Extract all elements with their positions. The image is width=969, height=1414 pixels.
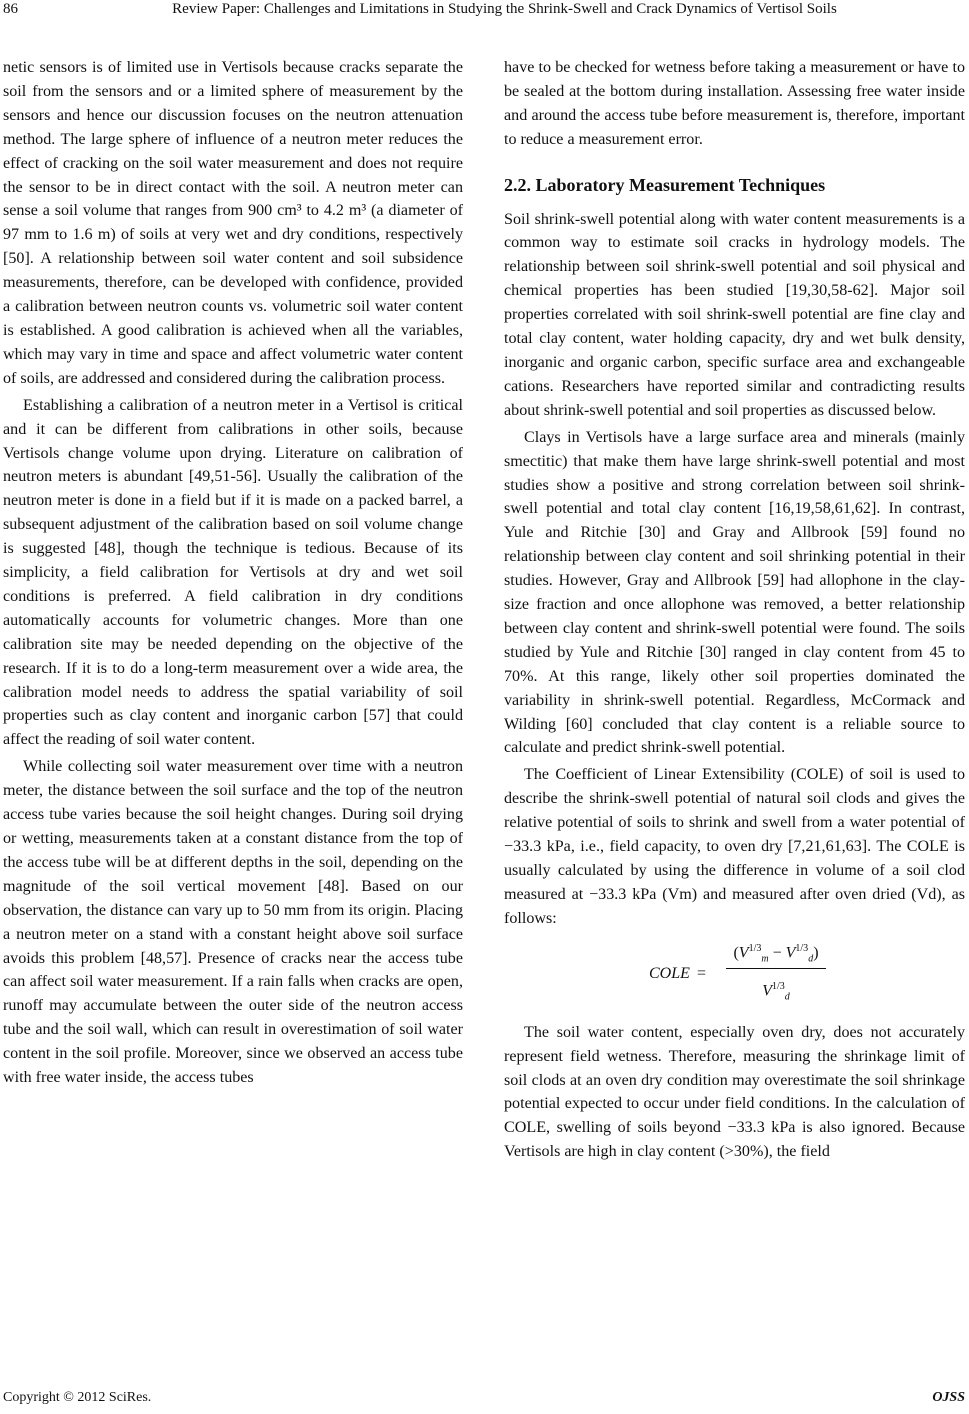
cole-equation bbox=[504, 935, 965, 1011]
running-title: Review Paper: Challenges and Limitations in Studying the Shrink-Swell and Crack Dynamics of Vertisol Soils bbox=[172, 1, 837, 17]
paragraph-calibration: Establishing a calibration of a neutron meter in a Vertisol is critical and it can be different from calibrations in other soils, because Vertisols change volume upon drying. Literature on calibration of neutron meters is abundant [49,51-56]. Usually the calibration of the neutron meter is done in a field but if it is made on a packed barrel, a subsequent adjustment of the calibration based on soil volume change is suggested [48], though the technique is tedious. Because of its simplicity, a field calibration for Vertisols at dry and wet soil conditions is preferred. A field calibration in dry conditions automatically accounts for volumetric changes. More than one calibration site may be needed depending on the objective of the research. If it is to do a long-term measurement over a wide area, the calibration model needs to address the spatial variability of soil properties such as clay content and inorganic carbon [57] that could affect the reading of soil water content. bbox=[3, 396, 463, 749]
left-column bbox=[3, 56, 463, 1090]
paragraph-water-content: The soil water content, especially oven dry, does not accurately represent field wetness. Therefore, measuring the shrinkage limit of soil clods at an oven dry condition may overestimate the soil shrinkage potential expected to occur under field conditions. In the calculation of COLE, swelling of soils beyond −33.3 kPa is also ignored. Because Vertisols are high in clay content (>30%), the field bbox=[504, 1023, 965, 1161]
equation-denominator: $V^{1/3}_d$ bbox=[762, 980, 790, 1003]
paragraph-neutron-sensors: netic sensors is of limited use in Vertisols because cracks separate the soil from the sensors and or a limited sphere of measurement by the sensors and hence our discussion focuses on the neutron attenuation method. The large sphere of influence of a neutron meter reduces the effect of cracking on the soil water measurement and does not require the sensor to be in direct contact with the soil. A neutron meter can sense a soil volume that ranges from 900 cm³ to 4.2 m³ (a diameter of 97 mm to 1.6 m) of soils at very wet and dry conditions, respectively [50]. A relationship between soil water content and soil subsidence measurements, therefore, can be developed with confidence, provided a calibration between neutron counts vs. volumetric soil water content is established. A good calibration is achieved when all the variables, which may vary in time and space and affect volumetric water content of soils, are addressed and considered during the calibration process. bbox=[3, 59, 463, 387]
equation-equals: = bbox=[697, 964, 707, 982]
fraction-bar bbox=[726, 968, 826, 969]
copyright-notice: Copyright © 2012 SciRes. bbox=[3, 1390, 152, 1405]
section-heading: 2.2. Laboratory Measurement Techniques bbox=[504, 174, 826, 195]
paragraph-access-tube: While collecting soil water measurement over time with a neutron meter, the distance between the soil surface and the top of the neutron access tube varies because the soil height changes. During soil drying or wetting, measurements taken at a constant distance from the top of the access tube will be at different depths in the soil, depending on the magnitude of the soil vertical movement [48]. Based on our observation, the distance can vary up to 50 mm from its origin. Placing a neutron meter on a stand with a constant height above soil surface avoids this problem [48,57]. Presence of cracks near the access tube can affect soil water measurement. If a rain falls when cracks are open, runoff may accumulate between the outer side of the neutron access tube and the soil wall, which can result in overestimation of soil water content in the soil profile. Moreover, since we observed an access tube with free water inside, the access tubes bbox=[3, 758, 463, 1087]
equation-lhs: COLE bbox=[649, 964, 690, 982]
right-column bbox=[504, 56, 965, 1164]
journal-abbreviation: OJSS bbox=[932, 1390, 965, 1405]
paragraph-shrink-swell: Soil shrink-swell potential along with water content measurements is a common way to estimate soil cracks in hydrology models. The relationship between soil shrink-swell potential and soil physical and chemical properties has been studied [19,30,58-62]. Major soil properties correlated with soil shrink-swell potential are fine clay and total clay content, water holding capacity, dry and wet bulk density, inorganic and organic carbon, specific surface area and exchangeable cations. Researchers have reported similar and contradicting results about shrink-swell potential and soil properties as discussed below. bbox=[504, 210, 965, 419]
paragraph-cole-definition: The Coefficient of Linear Extensibility (COLE) of soil is used to describe the shrink-swell potential of natural soil clods and gives the relative potential of soils to shrink and swell from a water potential of −33.3 kPa, i.e., field capacity, to oven dry [7,21,61,63]. The COLE is usually calculated by using the difference in volume of a soil clod measured at −33.3 kPa (Vm) and measured after oven dried (Vd), as follows: bbox=[504, 766, 965, 927]
equation-numerator: $(V^{1/3}_m - V^{1/3}_d)$ bbox=[733, 942, 819, 965]
paragraph-clays: Clays in Vertisols have a large surface area and minerals (mainly smectitic) that make them have large shrink-swell potential and most studies show a positive and strong correlation between soil shrink-swell potential and total clay content [16,19,58,61,62]. In contrast, Yule and Ritchie [30] and Gray and Allbrook [59] found no relationship between clay content and soil shrinking potential in their studies. However, Gray and Allbrook [59] had allophone in the clay-size fraction and once allophone was removed, a better relationship between clay content and shrink-swell potential were found. The soils studied by Yule and Ritchie [30] ranged in clay content from 45 to 70%. At this range, likely other soil properties dominated the variability in shrink-swell potential. Regardless, McCormack and Wilding [60] concluded that clay content is a reliable source to calculate and predict shrink-swell potential. bbox=[504, 428, 965, 757]
page-number: 86 bbox=[3, 1, 18, 17]
paragraph-access-tube-continued: have to be checked for wetness before taking a measurement or have to be sealed at the bottom during installation. Assessing free water inside and around the access tube before measurement is, therefore, important to reduce a measurement error. bbox=[504, 59, 965, 148]
page-header bbox=[0, 0, 969, 36]
